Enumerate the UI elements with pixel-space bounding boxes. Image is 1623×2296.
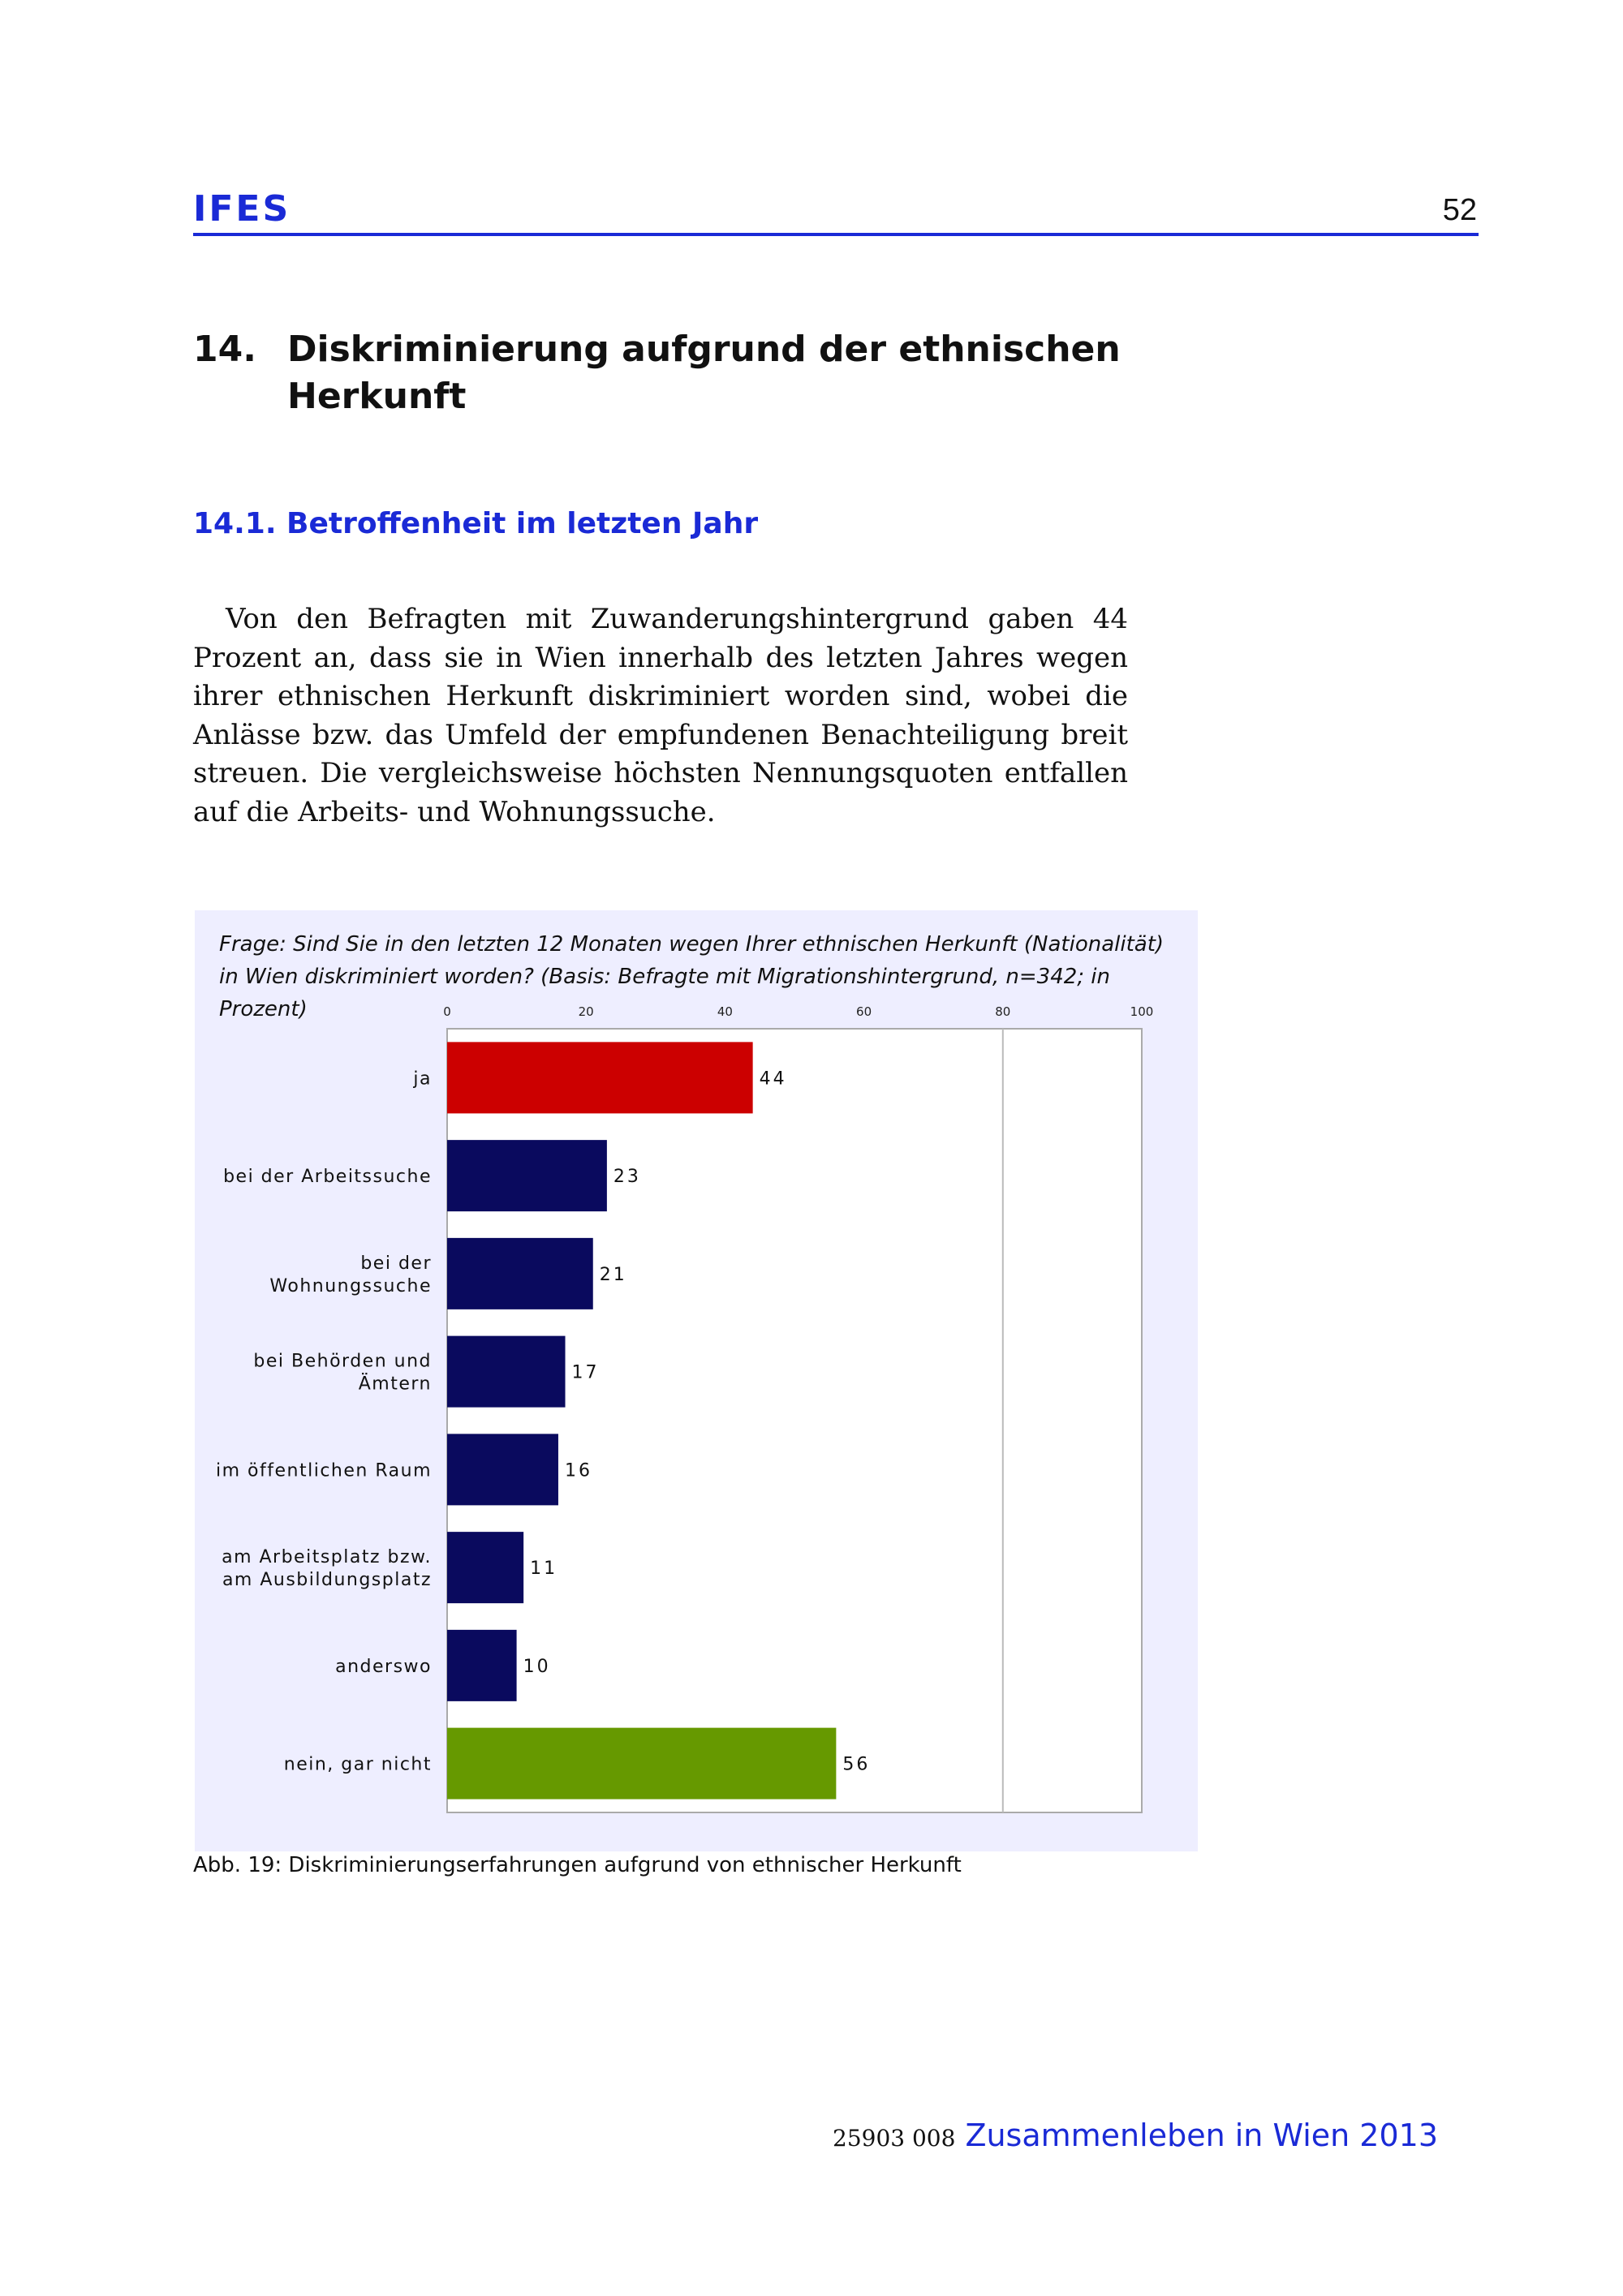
category-label bbox=[335, 1657, 432, 1677]
bar-value-label: 11 bbox=[530, 1559, 558, 1580]
bar-chart bbox=[195, 910, 1198, 1851]
figure-box bbox=[195, 910, 1198, 1851]
chapter-title: Diskriminierung aufgrund der ethnischen Herkunft bbox=[287, 329, 1121, 417]
bar-value-label: 56 bbox=[842, 1754, 871, 1775]
bar bbox=[447, 1140, 607, 1211]
x-tick-label: 80 bbox=[995, 1004, 1011, 1019]
category-label-line: bei der bbox=[360, 1253, 432, 1274]
category-label-line: nein, gar nicht bbox=[283, 1754, 432, 1775]
category-label-line: bei der Arbeitssuche bbox=[223, 1167, 432, 1188]
ifes-logo: IFES bbox=[193, 188, 291, 230]
chapter-heading bbox=[193, 326, 1248, 420]
bar-value-label: 10 bbox=[523, 1656, 551, 1677]
category-label-line: ja bbox=[413, 1068, 432, 1090]
bar-value-label: 16 bbox=[564, 1460, 592, 1481]
category-label bbox=[253, 1352, 432, 1395]
chapter-number: 14. bbox=[193, 329, 256, 370]
bar-value-label: 44 bbox=[759, 1068, 787, 1090]
x-tick-label: 20 bbox=[578, 1004, 594, 1019]
page-number: 52 bbox=[1442, 193, 1477, 227]
category-label-line: anderswo bbox=[335, 1656, 432, 1677]
category-label-line: Wohnungssuche bbox=[269, 1275, 432, 1296]
category-label-line: bei Behörden und bbox=[253, 1351, 432, 1372]
category-label bbox=[284, 1755, 432, 1775]
footer-title: Zusammenleben in Wien 2013 bbox=[965, 2118, 1438, 2153]
bar-value-label: 23 bbox=[613, 1167, 641, 1188]
footer-code: 25903 008 bbox=[833, 2125, 956, 2152]
x-tick-label: 100 bbox=[1130, 1004, 1154, 1019]
category-label-line: am Ausbildungsplatz bbox=[222, 1570, 432, 1591]
bar bbox=[447, 1532, 523, 1603]
bar-value-label: 17 bbox=[571, 1362, 600, 1383]
bar bbox=[447, 1434, 558, 1505]
survey-question: Frage: Sind Sie in den letzten 12 Monaten wegen Ihrer ethnischen Herkunft (Nationalität) in Wien diskriminiert worden? (Basis: Befragte mit Migrationshintergrund, n=342; in Prozent) bbox=[219, 932, 1165, 1021]
section-heading: 14.1. Betroffenheit im letzten Jahr bbox=[193, 507, 759, 540]
category-label bbox=[223, 1167, 432, 1187]
bar bbox=[447, 1728, 836, 1799]
footer bbox=[833, 2118, 1438, 2153]
category-label-line: Ämtern bbox=[358, 1374, 432, 1395]
x-tick-label: 0 bbox=[443, 1004, 451, 1019]
x-tick-label: 60 bbox=[856, 1004, 872, 1019]
bar bbox=[447, 1238, 593, 1309]
category-label-line: im öffentlichen Raum bbox=[216, 1460, 432, 1481]
x-tick-label: 40 bbox=[717, 1004, 733, 1019]
figure-caption: Abb. 19: Diskriminierungserfahrungen aufgrund von ethnischer Herkunft bbox=[193, 1853, 962, 1877]
bar bbox=[447, 1042, 753, 1113]
bar-value-label: 21 bbox=[599, 1264, 627, 1285]
category-label bbox=[412, 1068, 432, 1089]
category-label-line: am Arbeitsplatz bzw. bbox=[222, 1547, 432, 1568]
category-label bbox=[216, 1460, 432, 1481]
category-label bbox=[269, 1253, 432, 1296]
bar bbox=[447, 1630, 517, 1701]
category-label bbox=[222, 1547, 432, 1590]
body-paragraph: Von den Befragten mit Zuwanderungshintergrund gaben 44 Prozent an, dass sie in Wien innerhalb des letzten Jahres wegen ihrer ethnischen Herkunft diskriminiert worden sind, wobei die Anlässe bzw. das Umfeld der empfundenen Benachteiligung breit streuen. Die vergleichsweise höchsten Nennungsquoten entfallen auf die Arbeits- und Wohnungssuche. bbox=[193, 603, 1128, 828]
bar bbox=[447, 1336, 566, 1408]
header-rule bbox=[193, 233, 1479, 236]
